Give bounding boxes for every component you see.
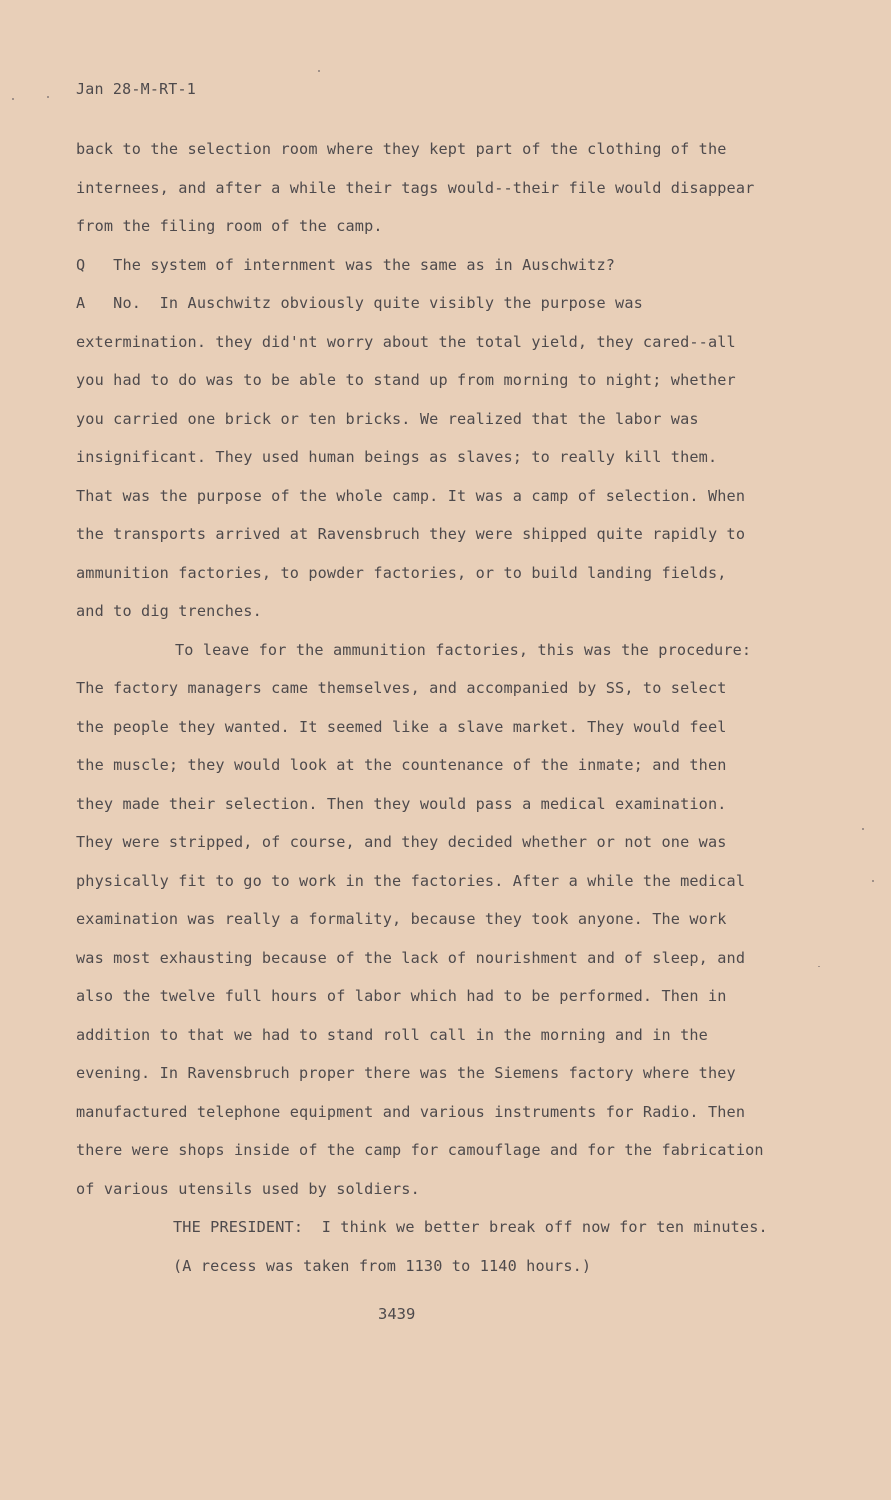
paper-speck (818, 966, 820, 967)
text-line: insignificant. They used human beings as slaves; to really kill them. (76, 448, 718, 466)
text-line: was most exhausting because of the lack of nourishment and of sleep, and (76, 948, 746, 967)
text-line: ammunition factories, to powder factories, or to build landing fields, (76, 563, 727, 582)
text-line: the muscle; they would look at the countenance of the inmate; and then (76, 756, 727, 774)
answer-line: A No. In Auschwitz obviously quite visibly the purpose was (76, 294, 643, 312)
text-line: manufactured telephone equipment and various instruments for Radio. Then (76, 1102, 746, 1121)
text-line: there were shops inside of the camp for camouflage and for the fabrication (76, 1141, 764, 1159)
text-line: The factory managers came themselves, and accompanied by SS, to select (76, 679, 727, 697)
text-line: addition to that we had to stand roll call in the morning and in the (76, 1025, 708, 1044)
text-line: evening. In Ravensbruch proper there was the Siemens factory where they (76, 1064, 736, 1082)
text-line: you had to do was to be able to stand up from morning to night; whether (76, 371, 736, 389)
text-line: physically fit to go to work in the factories. After a while the medical (76, 871, 746, 890)
paper-speck (318, 70, 320, 72)
text-line: from the filing room of the camp. (76, 217, 383, 235)
paragraph-start-line: To leave for the ammunition factories, this was the procedure: (175, 640, 752, 659)
transcript-body (76, 134, 816, 1289)
recess-note-line: (A recess was taken from 1130 to 1140 hours.) (173, 1256, 592, 1275)
page-header: Jan 28-M-RT-1 (76, 80, 196, 98)
text-line: That was the purpose of the whole camp. It was a camp of selection. When (76, 486, 746, 505)
text-line: internees, and after a while their tags would--their file would disappear (76, 178, 755, 197)
paper-speck (872, 880, 874, 882)
page-number: 3439 (378, 1305, 416, 1323)
text-line: of various utensils used by soldiers. (76, 1179, 420, 1198)
president-statement-line: THE PRESIDENT: I think we better break off now for ten minutes. (173, 1218, 768, 1236)
text-line: They were stripped, of course, and they decided whether or not one was (76, 833, 727, 851)
text-line: the transports arrived at Ravensbruch they were shipped quite rapidly to (76, 525, 746, 543)
text-line: and to dig trenches. (76, 602, 262, 620)
text-line: back to the selection room where they kept part of the clothing of the (76, 140, 727, 158)
text-line: you carried one brick or ten bricks. We realized that the labor was (76, 409, 699, 428)
text-line: extermination. they did'nt worry about the total yield, they cared--all (76, 332, 736, 351)
paper-speck (862, 828, 864, 830)
paper-speck (12, 98, 14, 100)
text-line: also the twelve full hours of labor which had to be performed. Then in (76, 987, 727, 1005)
text-line: they made their selection. Then they would pass a medical examination. (76, 794, 727, 813)
text-line: examination was really a formality, because they took anyone. The work (76, 910, 727, 928)
text-line: the people they wanted. It seemed like a slave market. They would feel (76, 717, 727, 736)
paper-speck (47, 96, 49, 98)
question-line: Q The system of internment was the same as in Auschwitz? (76, 255, 616, 274)
